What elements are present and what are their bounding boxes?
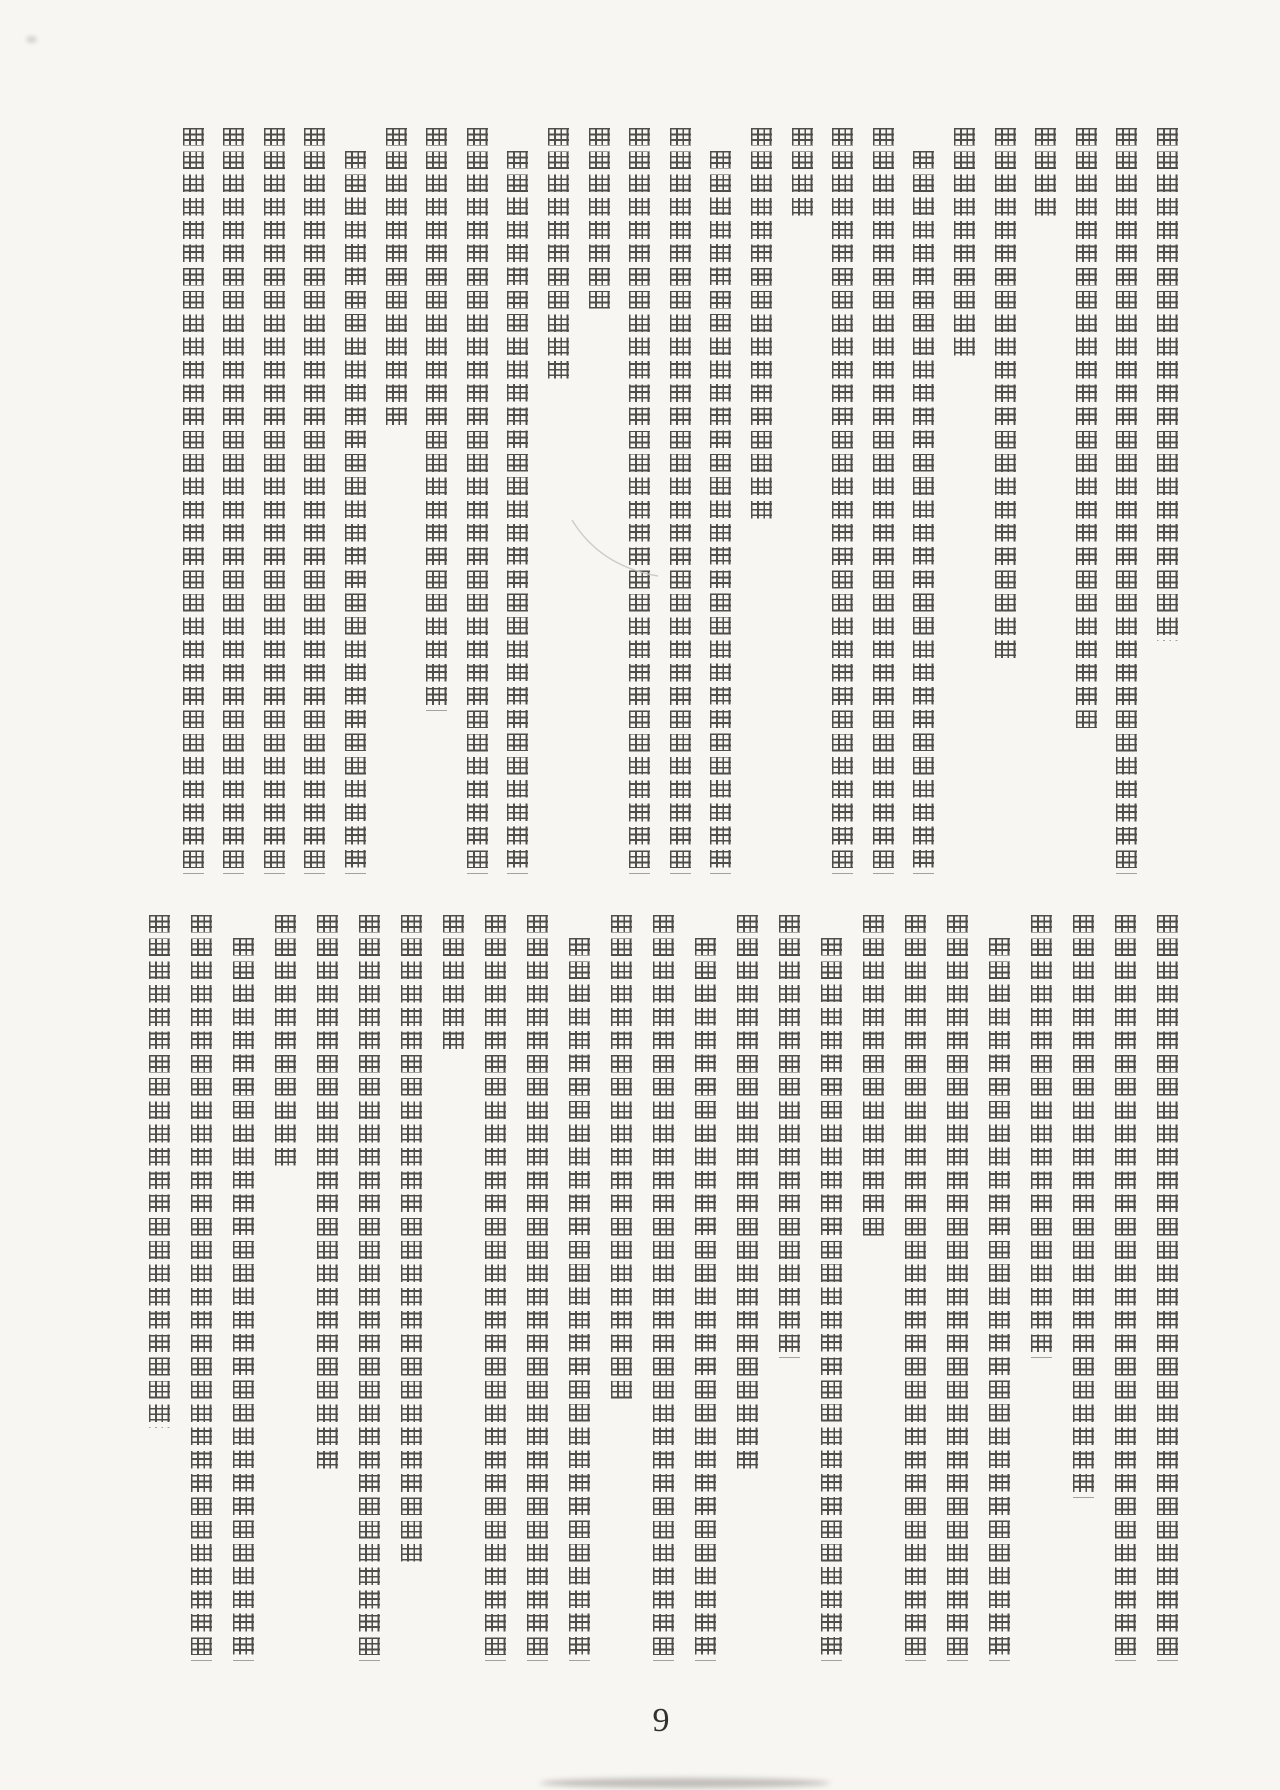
redacted-text-column bbox=[426, 128, 447, 711]
redacted-text-column bbox=[954, 128, 975, 361]
redacted-text-column bbox=[233, 938, 254, 1660]
redacted-text-column bbox=[548, 128, 569, 384]
redacted-text-column bbox=[223, 128, 244, 874]
redacted-text-column bbox=[779, 915, 800, 1358]
redacted-text-column bbox=[304, 128, 325, 874]
redacted-text-column bbox=[947, 915, 968, 1661]
redacted-text-column bbox=[589, 128, 610, 314]
redacted-text-column bbox=[751, 128, 772, 524]
redacted-text-column bbox=[863, 915, 884, 1241]
redacted-text-column bbox=[191, 915, 212, 1661]
redacted-text-column bbox=[1157, 915, 1178, 1661]
redacted-text-column bbox=[1115, 915, 1136, 1661]
redacted-text-column bbox=[527, 915, 548, 1661]
redacted-text-column bbox=[507, 151, 528, 873]
redacted-text-column bbox=[1031, 915, 1052, 1358]
redacted-text-column bbox=[467, 128, 488, 874]
redacted-text-column bbox=[737, 915, 758, 1474]
redacted-text-column bbox=[611, 915, 632, 1404]
redacted-text-column bbox=[792, 128, 813, 221]
redacted-text-column bbox=[995, 128, 1016, 664]
redacted-text-column bbox=[183, 128, 204, 874]
redacted-text-column bbox=[149, 915, 170, 1428]
redacted-text-column bbox=[1076, 128, 1097, 734]
redacted-text-column bbox=[832, 128, 853, 874]
scan-edge-shadow bbox=[540, 1778, 830, 1788]
redacted-text-column bbox=[695, 938, 716, 1660]
redacted-text-column bbox=[1035, 128, 1056, 221]
redacted-text-column bbox=[629, 128, 650, 874]
redacted-text-column bbox=[653, 915, 674, 1661]
paper-speck bbox=[26, 36, 37, 43]
redacted-text-column bbox=[1157, 128, 1178, 641]
redacted-text-column bbox=[317, 915, 338, 1474]
redacted-text-column bbox=[275, 915, 296, 1171]
redacted-text-column bbox=[821, 938, 842, 1660]
redacted-text-column bbox=[485, 915, 506, 1661]
redacted-text-column bbox=[359, 915, 380, 1661]
redacted-text-column bbox=[345, 151, 366, 873]
redacted-text-column bbox=[905, 915, 926, 1661]
page-number: 9 bbox=[652, 1702, 670, 1739]
redacted-text-column bbox=[569, 938, 590, 1660]
redacted-text-column bbox=[913, 151, 934, 873]
redacted-text-column bbox=[1116, 128, 1137, 874]
redacted-text-column bbox=[989, 938, 1010, 1660]
redacted-text-column bbox=[386, 128, 407, 431]
redacted-text-column bbox=[710, 151, 731, 873]
redacted-text-column bbox=[264, 128, 285, 874]
redacted-text-column bbox=[401, 915, 422, 1567]
redacted-text-column bbox=[1073, 915, 1094, 1498]
redacted-text-column bbox=[873, 128, 894, 874]
redacted-text-column bbox=[670, 128, 691, 874]
redacted-text-column bbox=[443, 915, 464, 1055]
